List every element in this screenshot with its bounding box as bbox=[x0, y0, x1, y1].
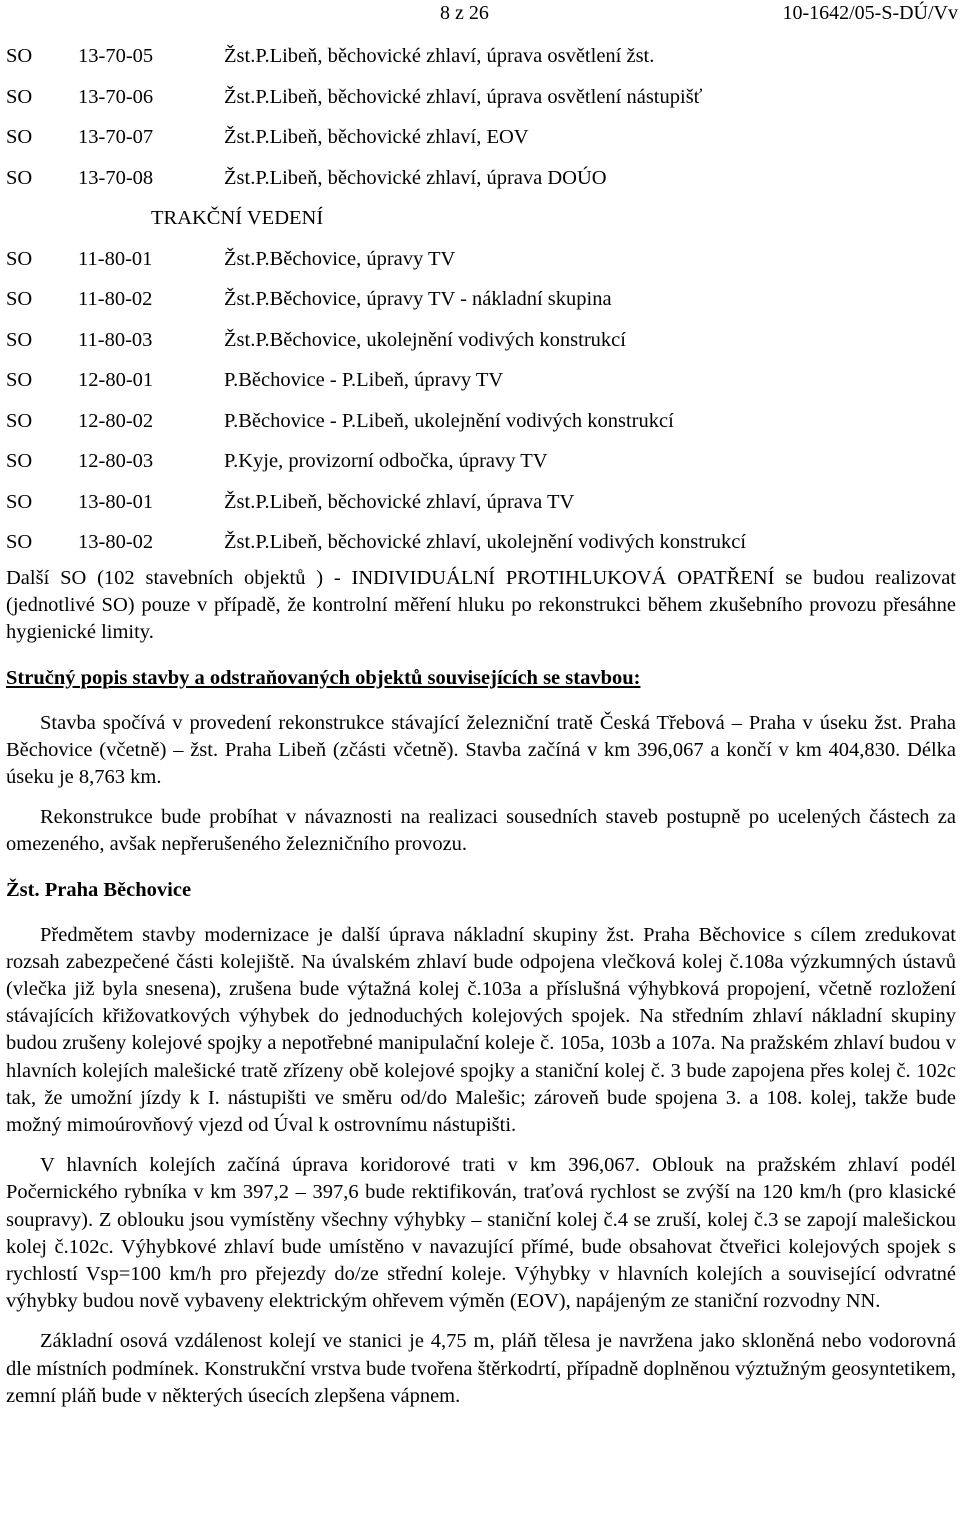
so-title: P.Běchovice - P.Libeň, ukolejnění vodivých konstrukcí bbox=[224, 409, 674, 432]
heading-brief-description: Stručný popis stavby a odstraňovaných objektů souvisejících se stavbou: bbox=[6, 666, 641, 689]
so-type: SO bbox=[6, 328, 33, 351]
paragraph-freight-group: Předmětem stavby modernizace je další úprava nákladní skupiny žst. Praha Běchovice s cílem zredukovat rozsah zabezpečené části kolejiště. Na úvalském zhlaví bude odpojena vlečková kolej č.108a výzkumných ústavů (vlečka již byla snesena), zrušena bude výtažná kolej č.103a a příslušná výhybková propojení, včetně rozložení stávajících křižovatkových výhybek do jednoduchých kolejových spojek. Na středním zhlaví nákladní skupiny budou zrušeny kolejové spojky a nepotřebné manipulační koleje č. 105a, 103b a 107a. Na pražském zhlaví budou v hlavních kolejích malešické tratě zřízeny obě kolejové spojky a staniční kolej č. 3 bude zapojena přes kolej č. 102c tak, že umožní jízdy k I. nástupišti ve směru od/do Malešic; zároveň bude spojena 3. a 108. kolej, takže bude možný mimoúrovňový vjezd od Úval k ostrovnímu nástupišti. bbox=[6, 923, 956, 1137]
so-code: 13-80-02 bbox=[78, 531, 154, 553]
so-code: 13-80-01 bbox=[78, 490, 154, 513]
so-title: P.Běchovice - P.Libeň, úpravy TV bbox=[224, 369, 504, 391]
so-type: SO bbox=[6, 45, 33, 67]
so-type: SO bbox=[6, 126, 33, 148]
list-item bbox=[6, 487, 956, 528]
so-code: 13-70-08 bbox=[78, 166, 154, 189]
list-item bbox=[6, 163, 956, 204]
paragraph-reconstruction-phasing: Rekonstrukce bude probíhat v návaznosti na realizaci sousedních staveb postupně po ucelených částech za omezeného, avšak nepřerušeného železničního provozu. bbox=[6, 806, 956, 856]
so-code: 13-70-05 bbox=[78, 45, 154, 67]
so-code: 12-80-02 bbox=[78, 409, 154, 432]
paragraph-further-so: Další SO (102 stavebních objektů ) - INDIVIDUÁLNÍ PROTIHLUKOVÁ OPATŘENÍ se budou realizovat (jednotlivé SO) pouze v případě, že kontrolní měření hluku po rekonstrukci během zkušebního provozu přesáhne hygienické limity. bbox=[6, 567, 956, 644]
so-code: 13-70-06 bbox=[78, 85, 154, 108]
so-type: SO bbox=[6, 450, 33, 472]
document-code: 10-1642/05-S-DÚ/Vv bbox=[782, 2, 958, 24]
so-title: Žst.P.Libeň, běchovické zhlaví, ukolejnění vodivých konstrukcí bbox=[224, 531, 747, 553]
so-title: Žst.P.Běchovice, úpravy TV - nákladní skupina bbox=[224, 288, 612, 310]
paragraph-construction-scope: Stavba spočívá v provedení rekonstrukce stávající železniční tratě Česká Třebová – Praha v úseku žst. Praha Běchovice (včetně) – žst. Praha Libeň (zčásti včetně). Stavba začíná v km 396,067 a končí v km 404,830. Délka úseku je 8,763 km. bbox=[6, 711, 956, 789]
so-type: SO bbox=[6, 247, 33, 270]
so-type: SO bbox=[6, 369, 33, 391]
so-code: 11-80-02 bbox=[78, 288, 153, 310]
document-body bbox=[6, 565, 956, 1410]
so-title: Žst.P.Libeň, běchovické zhlaví, úprava TV bbox=[224, 490, 575, 513]
so-type: SO bbox=[6, 85, 33, 108]
list-item bbox=[6, 446, 956, 487]
so-title: Žst.P.Běchovice, ukolejnění vodivých konstrukcí bbox=[224, 328, 626, 351]
so-title: Žst.P.Běchovice, úpravy TV bbox=[224, 247, 456, 270]
so-code: 13-70-07 bbox=[78, 126, 154, 148]
so-code: 11-80-03 bbox=[78, 328, 153, 351]
paragraph-main-tracks: V hlavních kolejích začíná úprava koridorové trati v km 396,067. Oblouk na pražském zhlaví podél Počernického rybníka v km 397,2 – 397,6 bude rektifikován, traťová rychlost se zvýší na 120 km/h (pro klasické soupravy). Z oblouku jsou vymístěny všechny výhybky – staniční kolej č.4 se zruší, kolej č.3 se zapojí malešickou kolej č.102c. Výhybkové zhlaví bude umístěno v navazující přímé, bude obsahovat čtveřici kolejových spojek s rychlostí Vsp=100 km/h pro přejezdy do/ze střední koleje. Výhybky v hlavních kolejích a související odvratné výhybky budou nově vybaveny elektrickým ohřevem výměn (EOV), napájeným ze staniční rozvodny NN. bbox=[6, 1154, 956, 1313]
list-item bbox=[6, 527, 956, 568]
so-type: SO bbox=[6, 531, 33, 553]
page-number: 8 z 26 bbox=[440, 2, 489, 24]
so-list bbox=[6, 41, 956, 568]
page-header bbox=[0, 2, 960, 30]
section-heading: TRAKČNÍ VEDENÍ bbox=[151, 207, 324, 229]
list-item bbox=[6, 122, 956, 163]
so-type: SO bbox=[6, 409, 33, 432]
paragraph-track-spacing: Základní osová vzdálenost kolejí ve stanici je 4,75 m, pláň tělesa je navržena jako skloněná nebo vodorovná dle místních podmínek. Konstrukční vrstva bude tvořena štěrkodrtí, případně doplněnou výztužným geosyntetikem, zemní pláň bude v některých úsecích zlepšena vápnem. bbox=[6, 1330, 956, 1407]
heading-station-bechovice: Žst. Praha Běchovice bbox=[6, 878, 192, 901]
so-code: 12-80-03 bbox=[78, 450, 154, 472]
so-title: Žst.P.Libeň, běchovické zhlaví, úprava DOÚO bbox=[224, 166, 607, 189]
so-title: P.Kyje, provizorní odbočka, úpravy TV bbox=[224, 450, 548, 472]
list-item bbox=[6, 365, 956, 406]
so-type: SO bbox=[6, 490, 33, 513]
so-code: 11-80-01 bbox=[78, 247, 153, 270]
list-item bbox=[6, 244, 956, 285]
list-item bbox=[6, 82, 956, 123]
so-code: 12-80-01 bbox=[78, 369, 154, 391]
so-type: SO bbox=[6, 166, 33, 189]
list-item bbox=[6, 406, 956, 447]
so-title: Žst.P.Libeň, běchovické zhlaví, úprava osvětlení nástupišť bbox=[224, 85, 703, 108]
so-type: SO bbox=[6, 288, 33, 310]
list-item bbox=[6, 41, 956, 82]
so-title: Žst.P.Libeň, běchovické zhlaví, EOV bbox=[224, 126, 529, 148]
list-item bbox=[6, 284, 956, 325]
list-item bbox=[6, 325, 956, 366]
so-title: Žst.P.Libeň, běchovické zhlaví, úprava osvětlení žst. bbox=[224, 45, 655, 67]
